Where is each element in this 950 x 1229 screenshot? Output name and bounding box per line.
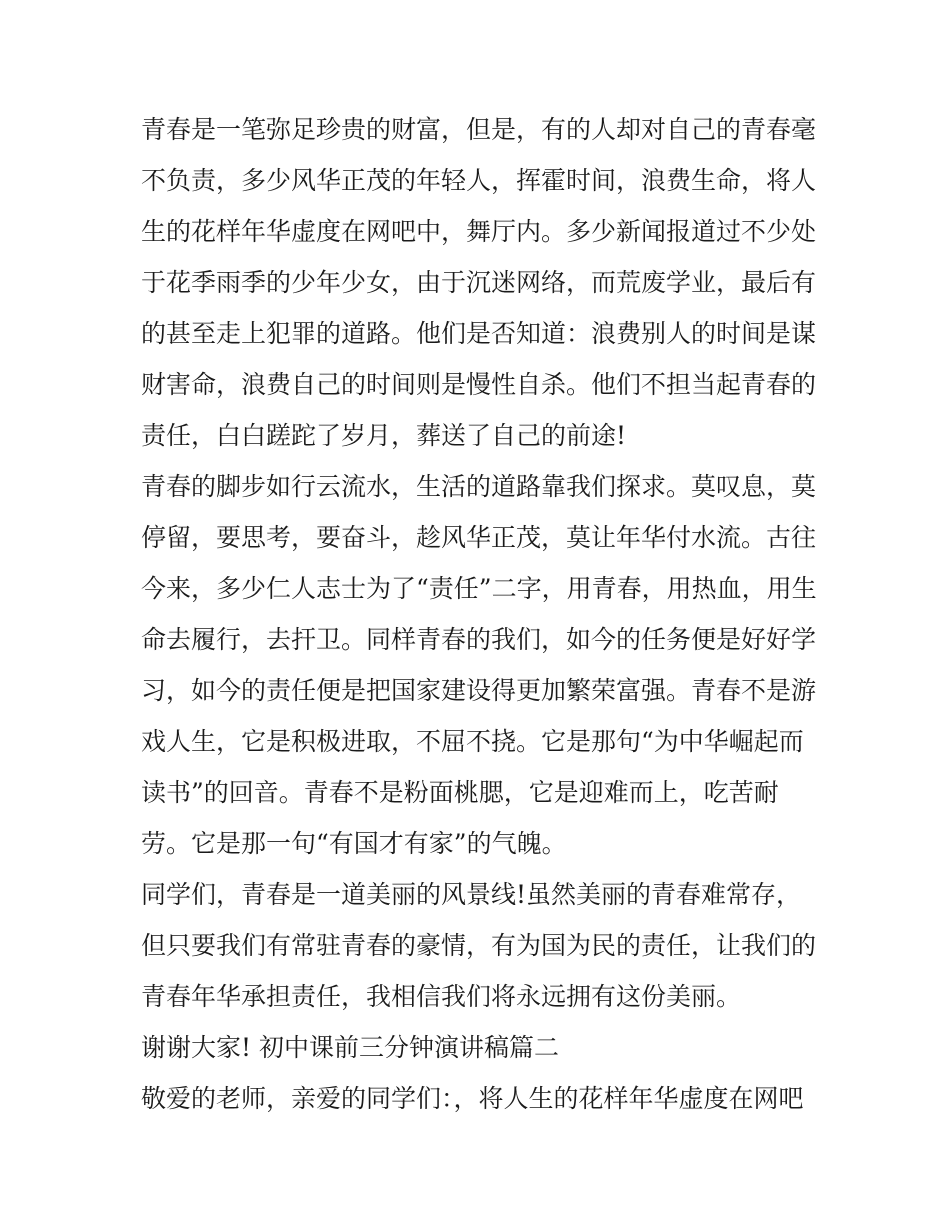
text-line: 但只要我们有常驻青春的豪情，有为国为民的责任，让我们的 [141, 931, 817, 960]
text-line: 青春年华承担责任，我相信我们将永远拥有这份美丽。 [141, 982, 742, 1011]
text-line: 敬爱的老师，亲爱的同学们：，将人生的花样年华虚度在网吧 [141, 1084, 804, 1113]
text-line: 生的花样年华虚度在网吧中，舞厅内。多少新闻报道过不少处 [141, 217, 817, 246]
text-line: 命去履行，去扞卫。同样青春的我们，如今的任务便是好好学 [141, 625, 817, 654]
text-line: 青春的脚步如行云流水，生活的道路靠我们探求。莫叹息，莫 [141, 472, 817, 501]
text-line: 劳。它是那一句“有国才有家”的气魄。 [141, 829, 567, 858]
text-line: 同学们，青春是一道美丽的风景线!虽然美丽的青春难常存， [141, 880, 802, 909]
speech-text [141, 104, 821, 1124]
text-line: 于花季雨季的少年少女，由于沉迷网络，而荒废学业，最后有 [141, 268, 817, 297]
text-line: 停留，要思考，要奋斗，趁风华正茂，莫让年华付水流。古往 [141, 523, 817, 552]
text-line: 的甚至走上犯罪的道路。他们是否知道：浪费别人的时间是谋 [141, 319, 817, 348]
text-line: 不负责，多少风华正茂的年轻人，挥霍时间，浪费生命，将人 [141, 166, 817, 195]
text-line: 习，如今的责任便是把国家建设得更加繁荣富强。青春不是游 [141, 676, 817, 705]
text-line: 读书”的回音。青春不是粉面桃腮，它是迎难而上，吃苦耐 [141, 778, 779, 807]
text-line: 今来，多少仁人志士为了“责任”二字，用青春，用热血，用生 [141, 574, 817, 603]
section-heading: 谢谢大家! 初中课前三分钟演讲稿篇二 [141, 1033, 559, 1062]
text-line: 戏人生，它是积极进取，不屈不挠。它是那句“为中华崛起而 [141, 727, 804, 756]
text-line: 财害命，浪费自己的时间则是慢性自杀。他们不担当起青春的 [141, 370, 817, 399]
text-line: 责任，白白蹉跎了岁月，葬送了自己的前途! [141, 421, 627, 450]
text-line: 青春是一笔弥足珍贵的财富，但是，有的人却对自己的青春毫 [141, 115, 817, 144]
